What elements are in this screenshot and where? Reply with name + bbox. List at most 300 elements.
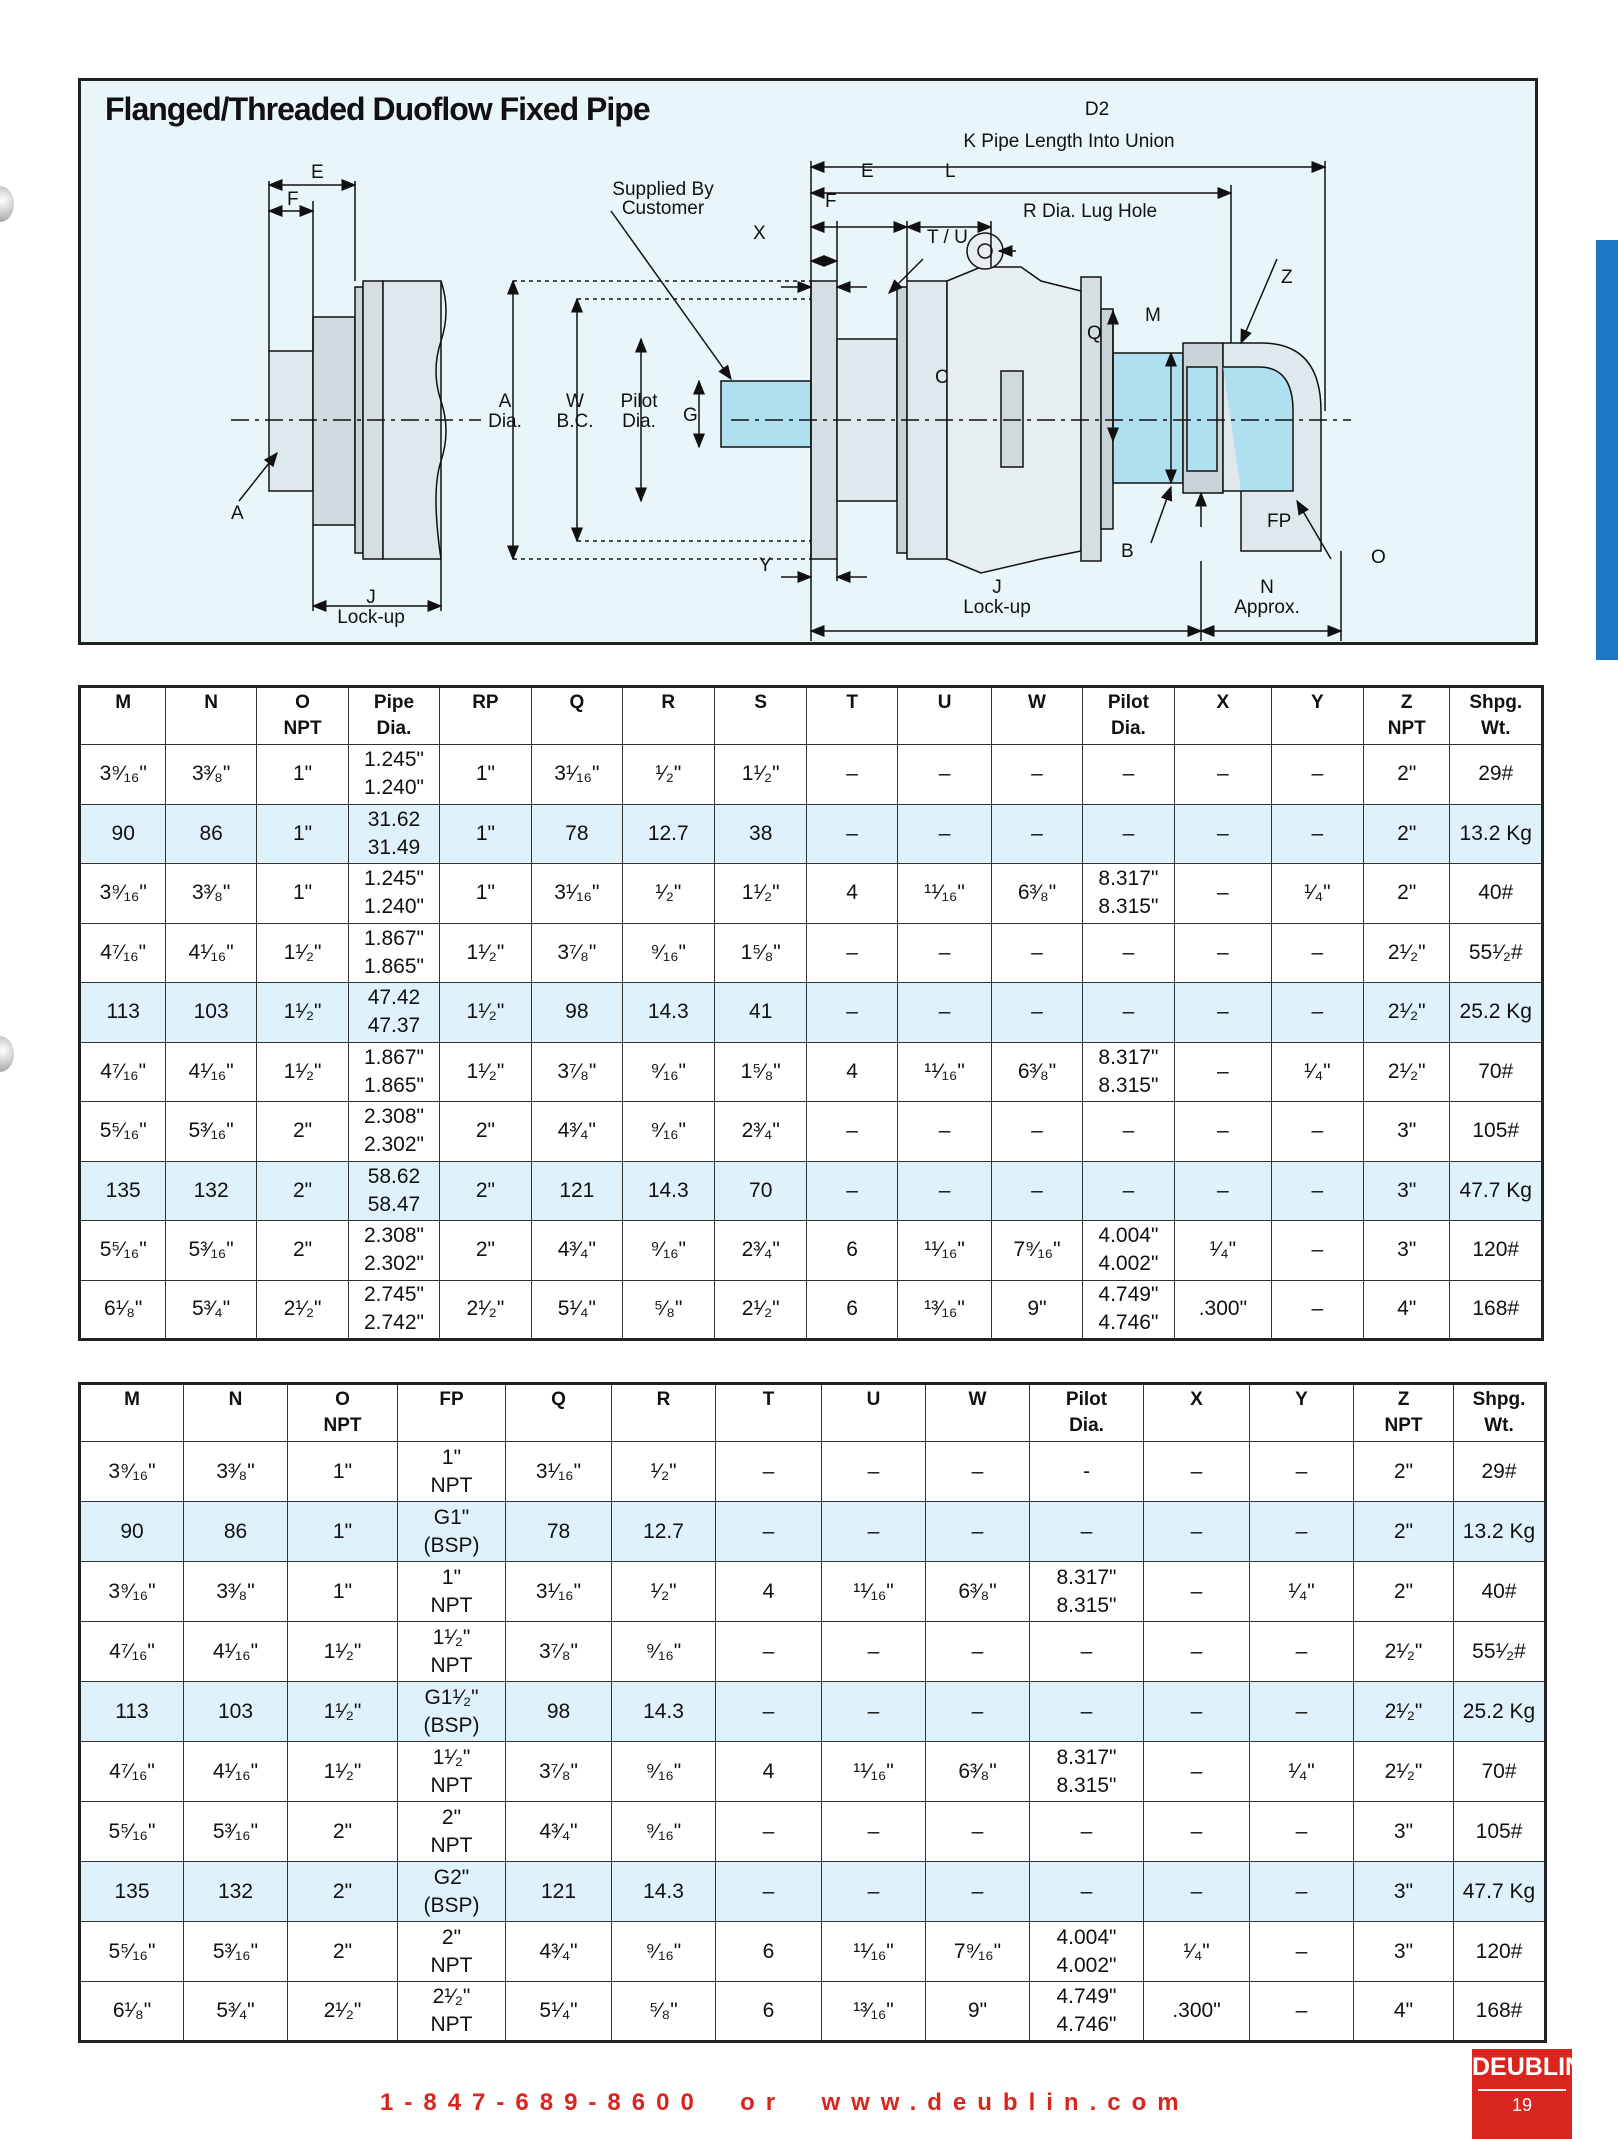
table-cell — [1082, 1042, 1174, 1102]
table-cell — [288, 1562, 398, 1622]
cell-value: 2" — [332, 1879, 353, 1903]
column-header — [532, 687, 622, 745]
table-cell — [166, 864, 256, 924]
cell-value: 2" — [1397, 881, 1417, 905]
column-header-label: Y — [1310, 692, 1324, 713]
cell-value: 14.3 — [647, 1178, 689, 1202]
table-cell — [822, 1442, 926, 1502]
cell-value: 70# — [1478, 1059, 1514, 1083]
table-cell — [166, 923, 256, 983]
column-header — [714, 687, 806, 745]
cell-value: – — [1311, 1000, 1324, 1024]
cell-value: – — [1031, 1178, 1043, 1202]
table-cell — [807, 745, 897, 805]
cell-value: – — [1122, 1000, 1135, 1024]
cell-value-line2: 31.49 — [367, 835, 421, 859]
cell-value: 2¹⁄₂" — [1384, 1639, 1423, 1663]
cell-value: – — [1217, 940, 1229, 964]
label-w-sub: B.C. — [556, 411, 594, 432]
column-header-sublabel: Wt. — [1480, 718, 1511, 739]
column-header-label: M — [115, 692, 132, 713]
table-cell — [1175, 1042, 1271, 1102]
cell-value: ⁵⁄₈" — [649, 1999, 678, 2022]
table-cell — [822, 1622, 926, 1682]
cell-value: 2" — [475, 1119, 495, 1143]
cell-value-line2: 8.315" — [1056, 1593, 1117, 1617]
table-cell — [1175, 745, 1271, 805]
cell-value: ⁹⁄₁₆" — [650, 1059, 687, 1083]
cell-value: 4.004" — [1056, 1925, 1117, 1949]
table-cell — [714, 1042, 806, 1102]
table-cell — [612, 1562, 716, 1622]
table-cell — [926, 1562, 1030, 1622]
cell-value: – — [1190, 1879, 1203, 1903]
table-cell — [532, 983, 622, 1043]
table-cell — [612, 1862, 716, 1922]
table-row — [80, 1161, 1543, 1221]
cell-value: 2¹⁄₂" — [432, 1985, 471, 2008]
table-cell — [1271, 864, 1363, 924]
table-cell — [1450, 983, 1543, 1043]
cell-value: 132 — [217, 1879, 254, 1903]
table-cell — [897, 1161, 991, 1221]
table-cell — [349, 1161, 439, 1221]
table-cell — [822, 1802, 926, 1862]
brand-badge — [1472, 2049, 1584, 2139]
table-cell — [807, 1102, 897, 1162]
cell-value: 38 — [749, 821, 773, 845]
cell-value: – — [1080, 1519, 1093, 1543]
cell-value-line2: NPT — [430, 2013, 473, 2036]
table-cell — [716, 1922, 822, 1982]
table-cell — [714, 923, 806, 983]
cell-value: 103 — [193, 1000, 229, 1024]
cell-value: 2" — [1397, 821, 1417, 845]
cell-value: – — [867, 1819, 880, 1843]
cell-value: ¹⁄₄" — [1288, 1759, 1315, 1783]
table-row — [80, 1862, 1546, 1922]
table-cell — [80, 1562, 184, 1622]
cell-value: – — [762, 1459, 775, 1483]
cell-value: – — [938, 1119, 951, 1143]
cell-value: 1.867" — [363, 1045, 424, 1069]
table-cell — [897, 1221, 991, 1281]
table-cell — [1175, 1280, 1271, 1340]
cell-value: 1⁵⁄₈" — [740, 940, 781, 964]
cell-value: 8.317" — [1098, 867, 1159, 891]
column-header — [80, 1384, 184, 1442]
cell-value: 132 — [193, 1178, 229, 1202]
cell-value: 4⁷⁄₁₆" — [109, 1759, 155, 1783]
cell-value-line2: 1.240" — [363, 895, 424, 919]
table-cell — [1175, 1221, 1271, 1281]
table-cell — [1030, 1742, 1144, 1802]
table-cell — [398, 1442, 506, 1502]
column-header — [926, 1384, 1030, 1442]
table-cell — [897, 804, 991, 864]
table-cell — [1250, 1862, 1354, 1922]
cell-value: – — [1295, 1699, 1308, 1723]
column-header-label: Shpg. — [1469, 692, 1523, 713]
pipe-assembly-drawing — [81, 81, 1535, 642]
cell-value-line2: NPT — [430, 1473, 473, 1497]
cell-value: 1¹⁄₂" — [323, 1639, 362, 1663]
cell-value: 4" — [1393, 1999, 1414, 2022]
table-cell — [716, 1802, 822, 1862]
table-cell — [532, 1221, 622, 1281]
table-cell — [714, 864, 806, 924]
cell-value: 78 — [565, 821, 589, 845]
table-cell — [1144, 1922, 1250, 1982]
table-cell — [1144, 1862, 1250, 1922]
cell-value: 2¹⁄₂" — [741, 1297, 780, 1321]
table-cell — [1082, 923, 1174, 983]
cell-value: – — [1311, 1238, 1324, 1262]
cell-value: 3" — [1397, 1238, 1417, 1262]
table-cell — [80, 1221, 166, 1281]
cell-value: – — [1311, 1178, 1324, 1202]
table-cell — [807, 1280, 897, 1340]
cell-value: 55¹⁄₂# — [1472, 1639, 1526, 1663]
table-cell — [1450, 864, 1543, 924]
cell-value: 2" — [292, 1238, 313, 1262]
cell-value: – — [1190, 1519, 1203, 1543]
cell-value-line2: 4.746" — [1098, 1311, 1159, 1335]
table-cell — [1250, 1442, 1354, 1502]
cell-value: – — [867, 1459, 880, 1483]
table-cell — [184, 1502, 288, 1562]
cell-value: 3" — [1393, 1819, 1414, 1843]
table-cell — [807, 1042, 897, 1102]
cell-value: 40# — [1481, 1579, 1517, 1603]
table-cell — [714, 1102, 806, 1162]
cell-value-line2: 1.865" — [363, 1073, 424, 1097]
column-header-label: Shpg. — [1472, 1389, 1526, 1410]
table-cell — [256, 1280, 348, 1340]
label-fp: FP — [1267, 511, 1292, 532]
column-header — [612, 1384, 716, 1442]
table-cell — [398, 1622, 506, 1682]
cell-value: 1¹⁄₂" — [323, 1699, 362, 1723]
table-cell — [184, 1802, 288, 1862]
cell-value: – — [1122, 762, 1135, 786]
cell-value: 2" — [1393, 1579, 1414, 1603]
cell-value-line2: 47.37 — [367, 1014, 421, 1038]
table-cell — [1450, 923, 1543, 983]
cell-value: 4 — [846, 1059, 858, 1083]
cell-value: – — [1080, 1699, 1093, 1723]
cell-value: 5³⁄₄" — [192, 1297, 231, 1321]
column-header-label: M — [124, 1389, 140, 1410]
table-cell — [288, 1742, 398, 1802]
table-cell — [532, 864, 622, 924]
cell-value: – — [846, 1178, 858, 1202]
cell-value: – — [1122, 1178, 1135, 1202]
cell-value: 2" — [1393, 1459, 1414, 1483]
cell-value: 1" — [475, 762, 495, 786]
column-header-label: U — [866, 1389, 881, 1410]
cell-value: 7⁹⁄₁₆" — [953, 1939, 1002, 1963]
table-cell — [1454, 1862, 1546, 1922]
table-cell — [1082, 804, 1174, 864]
cell-value: 2¹⁄₂" — [323, 1999, 362, 2022]
table-cell — [622, 1102, 714, 1162]
cell-value: 3" — [1393, 1939, 1414, 1963]
cell-value: 5⁵⁄₁₆" — [108, 1819, 156, 1843]
table-cell — [622, 864, 714, 924]
table-cell — [1271, 1161, 1363, 1221]
table-cell — [1082, 864, 1174, 924]
table-cell — [926, 1802, 1030, 1862]
label-w: W — [566, 391, 584, 412]
label-pilot-sub: Dia. — [622, 411, 656, 432]
cell-value: 2" — [332, 1819, 353, 1843]
table-row — [80, 1922, 1546, 1982]
table-cell — [398, 1562, 506, 1622]
column-header — [1144, 1384, 1250, 1442]
cell-value: – — [1031, 940, 1043, 964]
cell-value: 2" — [475, 1238, 495, 1262]
cell-value: 86 — [223, 1519, 248, 1543]
cell-value: 9" — [1027, 1297, 1047, 1321]
cell-value: 113 — [106, 1000, 140, 1024]
table-cell — [622, 1280, 714, 1340]
table-cell — [80, 1862, 184, 1922]
column-header — [398, 1384, 506, 1442]
cell-value: 14.3 — [643, 1699, 684, 1723]
cell-value: 2" — [332, 1939, 353, 1963]
table-cell — [822, 1682, 926, 1742]
cell-value: 1.867" — [363, 926, 424, 950]
table-cell — [1364, 1280, 1450, 1340]
cell-value: – — [1295, 1459, 1308, 1483]
cell-value: 4¹⁄₁₆" — [212, 1759, 259, 1783]
cell-value: ¹⁄₄" — [1304, 1059, 1331, 1083]
table-cell — [714, 745, 806, 805]
table-cell — [532, 923, 622, 983]
cell-value: ¹⁄₄" — [1288, 1579, 1315, 1603]
cell-value: 1" — [292, 821, 313, 845]
table-cell — [80, 1802, 184, 1862]
cell-value: .300" — [1172, 1999, 1221, 2022]
table-cell — [80, 1102, 166, 1162]
table-cell — [992, 1042, 1082, 1102]
cell-value: 6 — [846, 1238, 858, 1262]
cell-value: – — [1122, 821, 1135, 845]
column-header-label: R — [656, 1389, 671, 1410]
table-cell — [398, 1862, 506, 1922]
cell-value: – — [762, 1819, 775, 1843]
table-cell — [80, 1042, 166, 1102]
cell-value: 2¹⁄₂" — [1387, 940, 1426, 964]
column-header — [716, 1384, 822, 1442]
cell-value: 3¹⁄₁₆" — [535, 1459, 582, 1483]
table-cell — [807, 1161, 897, 1221]
table-cell — [1364, 1221, 1450, 1281]
cell-value: 41 — [749, 1000, 773, 1024]
table-cell — [1271, 1221, 1363, 1281]
label-supplied-by: Supplied By — [612, 179, 714, 200]
cell-value: – — [1190, 1579, 1203, 1603]
table-row — [80, 1280, 1543, 1340]
cell-value-line2: 4.002" — [1056, 1953, 1117, 1977]
table-cell — [622, 923, 714, 983]
table-cell — [612, 1742, 716, 1802]
cell-value: ¹⁄₂" — [655, 881, 682, 905]
table-cell — [897, 745, 991, 805]
cell-value: 105# — [1475, 1819, 1523, 1843]
table-cell — [1271, 1042, 1363, 1102]
cell-value: 2¹⁄₂" — [466, 1297, 505, 1321]
cell-value: – — [1031, 821, 1043, 845]
cell-value: – — [1217, 821, 1229, 845]
cell-value: 103 — [217, 1699, 254, 1723]
table-row — [80, 923, 1543, 983]
cell-value: 6³⁄₈" — [958, 1759, 997, 1783]
table-cell — [349, 745, 439, 805]
table-cell — [439, 1221, 531, 1281]
cell-value: 1¹⁄₂" — [432, 1745, 471, 1769]
cell-value: – — [1311, 940, 1324, 964]
table-cell — [714, 1280, 806, 1340]
column-header-label: T — [762, 1389, 775, 1410]
cell-value: 5⁵⁄₁₆" — [108, 1939, 156, 1963]
cell-value: 4¹⁄₁₆" — [188, 940, 234, 964]
table-cell — [716, 1622, 822, 1682]
cell-value: 12.7 — [643, 1519, 684, 1543]
table-cell — [288, 1622, 398, 1682]
table-cell — [1450, 1221, 1543, 1281]
table-cell — [184, 1622, 288, 1682]
cell-value: 1¹⁄₂" — [466, 940, 505, 964]
cell-value: – — [1311, 762, 1324, 786]
column-header-label: Pilot — [1065, 1389, 1108, 1410]
column-header-label: O — [335, 1389, 350, 1410]
table-cell — [506, 1982, 612, 2042]
diagram-title: Flanged/Threaded Duoflow Fixed Pipe — [105, 91, 650, 127]
table-cell — [1082, 745, 1174, 805]
cell-value: – — [971, 1879, 984, 1903]
column-header — [1250, 1384, 1354, 1442]
table-cell — [256, 745, 348, 805]
flanged-dimensions-table — [78, 685, 1544, 1341]
table-cell — [166, 1161, 256, 1221]
cell-value: 1" — [332, 1519, 353, 1543]
column-header — [1030, 1384, 1144, 1442]
cell-value: 7⁹⁄₁₆" — [1013, 1238, 1061, 1262]
cell-value: 5¹⁄₄" — [557, 1297, 596, 1321]
cell-value: ⁹⁄₁₆" — [650, 940, 687, 964]
table-cell — [506, 1742, 612, 1802]
cell-value-line2: NPT — [430, 1593, 473, 1617]
table-cell — [612, 1442, 716, 1502]
table-cell — [1450, 1280, 1543, 1340]
cell-value: 6 — [762, 1999, 775, 2022]
table-cell — [256, 804, 348, 864]
table-cell — [714, 1221, 806, 1281]
table-cell — [80, 1622, 184, 1682]
table-cell — [822, 1982, 926, 2042]
cell-value: 120# — [1475, 1939, 1523, 1963]
cell-value: 5³⁄₄" — [216, 1999, 255, 2022]
table-cell — [926, 1682, 1030, 1742]
table-cell — [926, 1742, 1030, 1802]
table-cell — [1175, 923, 1271, 983]
cell-value: 1⁵⁄₈" — [740, 1059, 781, 1083]
cell-value: 13.2 Kg — [1459, 821, 1532, 845]
table-cell — [1082, 1280, 1174, 1340]
table-row — [80, 1982, 1546, 2042]
table-cell — [1144, 1442, 1250, 1502]
cell-value: 55¹⁄₂# — [1468, 940, 1523, 964]
table-cell — [897, 1102, 991, 1162]
cell-value-line2: (BSP) — [423, 1893, 480, 1917]
cell-value: – — [1311, 1297, 1324, 1321]
binder-hole — [0, 186, 14, 222]
table-cell — [1271, 804, 1363, 864]
table-cell — [716, 1742, 822, 1802]
table-cell — [716, 1682, 822, 1742]
table-cell — [256, 983, 348, 1043]
label-approx: Approx. — [1234, 597, 1300, 618]
table-cell — [80, 1502, 184, 1562]
table-cell — [622, 1161, 714, 1221]
table-cell — [349, 1042, 439, 1102]
table-cell — [256, 1102, 348, 1162]
cell-value-line2: 8.315" — [1098, 1073, 1159, 1097]
cell-value: 3" — [1397, 1119, 1417, 1143]
table-cell — [398, 1922, 506, 1982]
cell-value: – — [938, 940, 951, 964]
table-row — [80, 1742, 1546, 1802]
cell-value-line2: 1.240" — [363, 776, 424, 800]
cell-value: 2.308" — [363, 1105, 424, 1129]
column-header — [506, 1384, 612, 1442]
table-cell — [349, 864, 439, 924]
cell-value: 90 — [111, 821, 135, 845]
table-cell — [349, 1221, 439, 1281]
column-header-label: T — [846, 692, 858, 713]
cell-value-line2: NPT — [430, 1773, 473, 1797]
cell-value: 120# — [1472, 1238, 1520, 1262]
cell-value: 1¹⁄₂" — [466, 1000, 505, 1024]
cell-value: 47.42 — [367, 986, 421, 1010]
cell-value: – — [1080, 1819, 1093, 1843]
cell-value: – — [762, 1639, 775, 1663]
cell-value: 121 — [540, 1879, 577, 1903]
table-cell — [992, 1161, 1082, 1221]
table-cell — [1454, 1742, 1546, 1802]
table-cell — [398, 1682, 506, 1742]
table-cell — [1354, 1862, 1454, 1922]
cell-value: 6³⁄₈" — [958, 1579, 997, 1603]
table-cell — [1454, 1682, 1546, 1742]
table-cell — [439, 804, 531, 864]
table-cell — [288, 1442, 398, 1502]
table-cell — [1250, 1622, 1354, 1682]
cell-value: 5³⁄₁₆" — [212, 1939, 259, 1963]
cell-value: – — [1190, 1639, 1203, 1663]
cell-value-line2: (BSP) — [423, 1533, 480, 1557]
cell-value: ⁹⁄₁₆" — [645, 1639, 682, 1663]
cell-value: 98 — [546, 1699, 571, 1723]
cell-value: 3⁷⁄₈" — [539, 1639, 578, 1663]
label-n: N — [1260, 577, 1274, 598]
table-row — [80, 1102, 1543, 1162]
table-cell — [1354, 1502, 1454, 1562]
table-cell — [1454, 1922, 1546, 1982]
column-header-label: N — [228, 1389, 243, 1410]
